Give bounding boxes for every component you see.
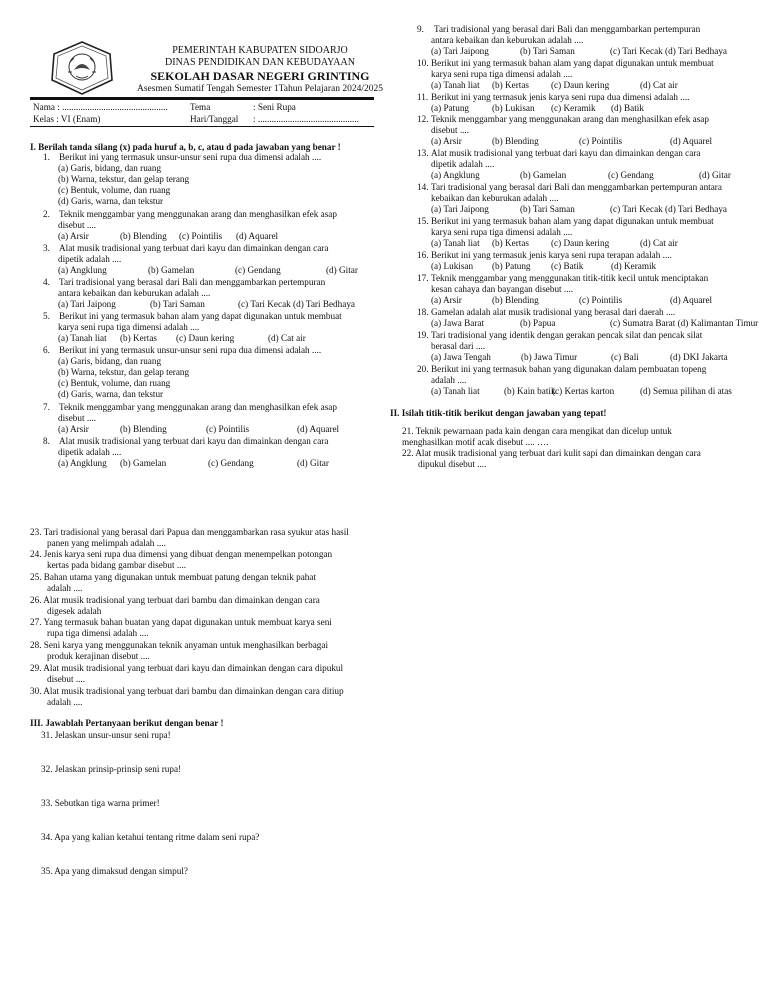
question-stem-continued: berasal dari .... [431, 341, 486, 351]
question-stem: Tari tradisional yang berasal dari Bali dan menggambarkan pertempuran [59, 277, 326, 287]
answer-option: (c) Sumatra Barat (d) Kalimantan Timur [610, 318, 759, 328]
answer-option: (c) Batik [551, 261, 584, 271]
question-17-number: 17. [417, 273, 429, 283]
answer-option: (b) Gamelan [148, 265, 195, 275]
fill-in-question: 23. Tari tradisional yang berasal dari Papua dan menggambarkan rasa syukur atas hasil [30, 527, 349, 537]
answer-option: (a) Tari Jaipong [58, 299, 116, 309]
answer-option: (c) Bentuk, volume, dan ruang [58, 378, 171, 388]
answer-option: (a) Angklung [58, 458, 107, 468]
question-stem-continued: dipetik adalah .... [58, 447, 122, 457]
answer-option: (a) Garis, bidang, dan ruang [58, 163, 162, 173]
fill-in-question: 28. Seni karya yang menggunakan teknik anyaman untuk menghasilkan berbagai [30, 640, 328, 650]
header-department: DINAS PENDIDIKAN DAN KEBUDAYAAN [165, 57, 355, 68]
regency-emblem-logo [48, 40, 116, 96]
answer-option: (b) Blending [120, 424, 167, 434]
question-stem: Berikut ini yang termasuk unsur-unsur seni rupa dua dimensi adalah .... [59, 152, 322, 162]
question-stem: Alat musik tradisional yang terbuat dari kayu dan dimainkan dengan cara [59, 243, 329, 253]
fill-in-question-continued: adalah .... [47, 583, 83, 593]
question-stem: Teknik menggambar yang menggunakan arang dan menghasilkan efek asap [59, 209, 337, 219]
answer-option: (a) Arsir [431, 295, 462, 305]
answer-option: (a) Garis, bidang, dan ruang [58, 356, 162, 366]
fill-in-question: 26. Alat musik tradisional yang terbuat dari bambu dan dimainkan dengan cara [30, 595, 320, 605]
question-2-number: 2. [43, 209, 50, 219]
question-stem-continued: antara kebaikan dan keburukan adalah .... [58, 288, 211, 298]
fill-in-question: 27. Yang termasuk bahan buatan yang dapat digunakan untuk membuat karya seni [30, 617, 332, 627]
question-stem: Berikut ini yang termasuk bahan alam yang dapat digunakan untuk membuat [431, 216, 714, 226]
answer-option: (b) Blending [120, 231, 167, 241]
answer-option: (d) Garis, warna, dan tekstur [58, 196, 164, 206]
question-stem: Berikut ini yang termasuk jenis karya seni rupa dua dimensi adalah .... [431, 92, 690, 102]
question-stem-continued: karya seni rupa tiga dimensi adalah .... [431, 69, 573, 79]
question-stem-continued: dipetik adalah .... [431, 159, 495, 169]
answer-option: (b) Tari Saman [520, 46, 575, 56]
answer-option: (a) Tanah liat [431, 238, 480, 248]
answer-option: (d) Batik [611, 103, 644, 113]
fill-in-question-continued: panen yang melimpah adalah .... [47, 538, 166, 548]
answer-option: (d) Aquarel [670, 295, 713, 305]
answer-option: (c) Gendang [208, 458, 254, 468]
question-12-number: 12. [417, 114, 429, 124]
fill-in-question: 29. Alat musik tradisional yang terbuat dari kayu dan dimainkan dengan cara dipukul [30, 663, 344, 673]
answer-option: (c) Tari Kecak (d) Tari Bedhaya [238, 299, 355, 309]
question-5-number: 5. [43, 311, 50, 321]
fill-in-question-continued: produk kerajinan disebut .... [47, 651, 150, 661]
question-stem: Berikut ini yang termasuk bahan alam yang dapat digunakan untuk membuat [431, 58, 714, 68]
answer-option: (d) Gitar [297, 458, 329, 468]
answer-option: (a) Jawa Tengah [431, 352, 491, 362]
question-22-line1: 22. Alat musik tradisional yang terbuat dari kulit sapi dan dimainkan dengan cara [402, 448, 701, 458]
question-stem: Tari tradisional yang berasal dari Bali dan menggambarkan pertempuran antara [431, 182, 722, 192]
answer-option: (c) Gendang [235, 265, 281, 275]
answer-option: (a) Lukisan [431, 261, 474, 271]
question-stem-continued: dipetik adalah .... [58, 254, 122, 264]
answer-option: (c) Pointilis [579, 295, 623, 305]
answer-option: (d) Keramik [611, 261, 657, 271]
section-2-title: II. Isilah titik-titik berikut dengan jawaban yang tepat! [390, 408, 607, 418]
essay-question: 33. Sebutkan tiga warna primer! [41, 798, 160, 808]
answer-option: (c) Gendang [608, 170, 654, 180]
question-stem: Berikut ini yang termasuk jenis karya seni rupa terapan adalah .... [431, 250, 672, 260]
question-stem: Berikut ini yang termasuk bahan yang digunakan dalam pembuatan topeng [431, 364, 707, 374]
answer-option: (b) Gamelan [120, 458, 167, 468]
identity-divider [30, 126, 374, 127]
name-field: Nama : .............................................. [33, 102, 168, 112]
fill-in-question: 25. Bahan utama yang digunakan untuk membuat patung dengan teknik pahat [30, 572, 317, 582]
subject-label: Tema [190, 102, 211, 112]
answer-option: (d) DKI Jakarta [670, 352, 728, 362]
question-stem-continued: disebut .... [58, 413, 97, 423]
question-stem: Teknik menggambar yang menggunakan arang dan menghasilkan efek asap [59, 402, 337, 412]
question-10-number: 10. [417, 58, 429, 68]
answer-option: (a) Arsir [431, 136, 462, 146]
answer-option: (c) Pointilis [206, 424, 250, 434]
question-stem-continued: karya seni rupa tiga dimensi adalah .... [431, 227, 573, 237]
answer-option: (b) Warna, tekstur, dan gelap terang [58, 367, 190, 377]
answer-option: (c) Tari Kecak (d) Tari Bedhaya [610, 204, 727, 214]
section-1-title: I. Berilah tanda silang (x) pada huruf a, b, c, atau d pada jawaban yang benar ! [30, 142, 341, 152]
answer-option: (a) Tari Jaipong [431, 204, 489, 214]
header-school-name: SEKOLAH DASAR NEGERI GRINTING [150, 69, 370, 83]
answer-option: (c) Keramik [551, 103, 596, 113]
answer-option: (c) Daun kering [551, 80, 610, 90]
answer-option: (a) Tanah liat [58, 333, 107, 343]
answer-option: (b) Jawa Timur [521, 352, 578, 362]
question-stem: Teknik menggambar yang menggunakan arang dan menghasilkan efek asap [431, 114, 709, 124]
question-21-line2: menghasilkan motif acak disebut .... …. [402, 437, 549, 447]
question-stem-continued: kesan cahaya dan bayangan disebut .... [431, 284, 574, 294]
document-header [120, 45, 400, 95]
question-stem-continued: antara kebaikan dan keburukan adalah .... [431, 35, 584, 45]
question-1-number: 1. [43, 152, 50, 162]
answer-option: (b) Kertas [492, 238, 529, 248]
answer-option: (d) Cat air [640, 80, 678, 90]
question-stem: Alat musik tradisional yang terbuat dari kayu dan dimainkan dengan cara [59, 436, 329, 446]
question-4-number: 4. [43, 277, 50, 287]
answer-option: (b) Tari Saman [520, 204, 575, 214]
essay-question: 35. Apa yang dimaksud dengan simpul? [41, 866, 188, 876]
answer-option: (a) Patung [431, 103, 470, 113]
answer-option: (a) Arsir [58, 424, 89, 434]
header-divider [30, 97, 374, 100]
answer-option: (c) Daun kering [551, 238, 610, 248]
question-stem-continued: disebut .... [58, 220, 97, 230]
question-stem: Gamelan adalah alat musik tradisional yang berasal dari daerah .... [431, 307, 676, 317]
answer-option: (a) Jawa Barat [431, 318, 485, 328]
question-7-number: 7. [43, 402, 50, 412]
answer-option: (d) Gitar [699, 170, 731, 180]
question-stem: Berikut ini yang termasuk unsur-unsur seni rupa dua dimensi adalah .... [59, 345, 322, 355]
answer-option: (c) Pointilis [579, 136, 623, 146]
question-18-number: 18. [417, 307, 429, 317]
answer-option: (d) Cat air [268, 333, 306, 343]
question-stem-continued: disebut .... [431, 125, 470, 135]
answer-option: (c) Pointilis [179, 231, 223, 241]
answer-option: (b) Gamelan [520, 170, 567, 180]
answer-option: (a) Tanah liat [431, 80, 480, 90]
answer-option: (b) Kertas [492, 80, 529, 90]
header-government: PEMERINTAH KABUPATEN SIDOARJO [172, 45, 348, 56]
answer-option: (a) Arsir [58, 231, 89, 241]
answer-option: (b) Blending [492, 295, 539, 305]
fill-in-question-continued: digesek adalah [47, 606, 102, 616]
date-label: Hari/Tanggal [190, 114, 239, 124]
question-stem: Alat musik tradisional yang terbuat dari kayu dan dimainkan dengan cara [431, 148, 701, 158]
question-13-number: 13. [417, 148, 429, 158]
fill-in-question: 30. Alat musik tradisional yang terbuat dari bambu dan dimainkan dengan cara ditiup [30, 686, 344, 696]
answer-option: (b) Papua [520, 318, 556, 328]
answer-option: (d) Aquarel [236, 231, 279, 241]
answer-option: (b) Patung [492, 261, 531, 271]
question-11-number: 11. [417, 92, 429, 102]
answer-option: (d) Aquarel [297, 424, 340, 434]
answer-option: (a) Tari Jaipong [431, 46, 489, 56]
question-stem: Tari tradisional yang identik dengan gerakan pencak silat dan pencak silat [431, 330, 703, 340]
essay-question: 34. Apa yang kalian ketahui tentang ritme dalam seni rupa? [41, 832, 260, 842]
answer-option: (b) Kertas [120, 333, 157, 343]
answer-option: (b) Warna, tekstur, dan gelap terang [58, 174, 190, 184]
fill-in-question-continued: disebut .... [47, 674, 86, 684]
answer-option: (a) Angklung [431, 170, 480, 180]
answer-option: (a) Tanah liat [431, 386, 480, 396]
question-16-number: 16. [417, 250, 429, 260]
question-stem-continued: kebaikan dan keburukan adalah .... [431, 193, 559, 203]
question-20-number: 20. [417, 364, 429, 374]
answer-option: (b) Kain batik [504, 386, 556, 396]
essay-question: 31. Jelaskan unsur-unsur seni rupa! [41, 730, 171, 740]
answer-option: (c) Kertas karton [552, 386, 615, 396]
class-field: Kelas : VI (Enam) [33, 114, 101, 124]
answer-option: (a) Angklung [58, 265, 107, 275]
question-3-number: 3. [43, 243, 50, 253]
answer-option: (c) Daun kering [176, 333, 235, 343]
subject-value: : Seni Rupa [253, 102, 296, 112]
question-21-line1: 21. Teknik pewarnaan pada kain dengan cara mengikat dan dicelup untuk [402, 426, 672, 436]
question-14-number: 14. [417, 182, 429, 192]
essay-question: 32. Jelaskan prinsip-prinsip seni rupa! [41, 764, 182, 774]
fill-in-question-continued: kertas pada bidang gambar disebut .... [47, 560, 187, 570]
question-9-number: 9. [417, 24, 424, 34]
answer-option: (d) Cat air [640, 238, 678, 248]
question-8-number: 8. [43, 436, 50, 446]
answer-option: (c) Bentuk, volume, dan ruang [58, 185, 171, 195]
answer-option: (d) Aquarel [670, 136, 713, 146]
question-stem: Teknik menggambar yang menggunakan titik-titik kecil untuk menciptakan [431, 273, 709, 283]
question-19-number: 19. [417, 330, 429, 340]
answer-option: (b) Blending [492, 136, 539, 146]
header-exam-title: Asesmen Sumatif Tengah Semester 1Tahun Pelajaran 2024/2025 [137, 84, 383, 94]
answer-option: (c) Bali [611, 352, 639, 362]
question-stem: Berikut ini yang termasuk bahan alam yang dapat digunakan untuk membuat [59, 311, 342, 321]
section-3-title: III. Jawablah Pertanyaan berikut dengan benar ! [30, 718, 224, 728]
answer-option: (d) Semua pilihan di atas [640, 386, 732, 396]
answer-option: (d) Gitar [326, 265, 358, 275]
question-15-number: 15. [417, 216, 429, 226]
answer-option: (b) Lukisan [492, 103, 535, 113]
question-6-number: 6. [43, 345, 50, 355]
fill-in-question: 24. Jenis karya seni rupa dua dimensi yang dibuat dengan menempelkan potongan [30, 549, 333, 559]
answer-option: (c) Tari Kecak (d) Tari Bedhaya [610, 46, 727, 56]
date-value: : ............................................ [253, 114, 359, 124]
question-22-line2: dipukul disebut .... [418, 459, 487, 469]
question-stem-continued: adalah .... [431, 375, 467, 385]
fill-in-question-continued: rupa tiga dimensi adalah .... [47, 628, 149, 638]
answer-option: (b) Tari Saman [150, 299, 205, 309]
question-stem-continued: karya seni rupa tiga dimensi adalah .... [58, 322, 200, 332]
fill-in-question-continued: adalah .... [47, 697, 83, 707]
answer-option: (d) Garis, warna, dan tekstur [58, 389, 164, 399]
question-stem: Tari tradisional yang berasal dari Bali dan menggambarkan pertempuran [434, 24, 701, 34]
